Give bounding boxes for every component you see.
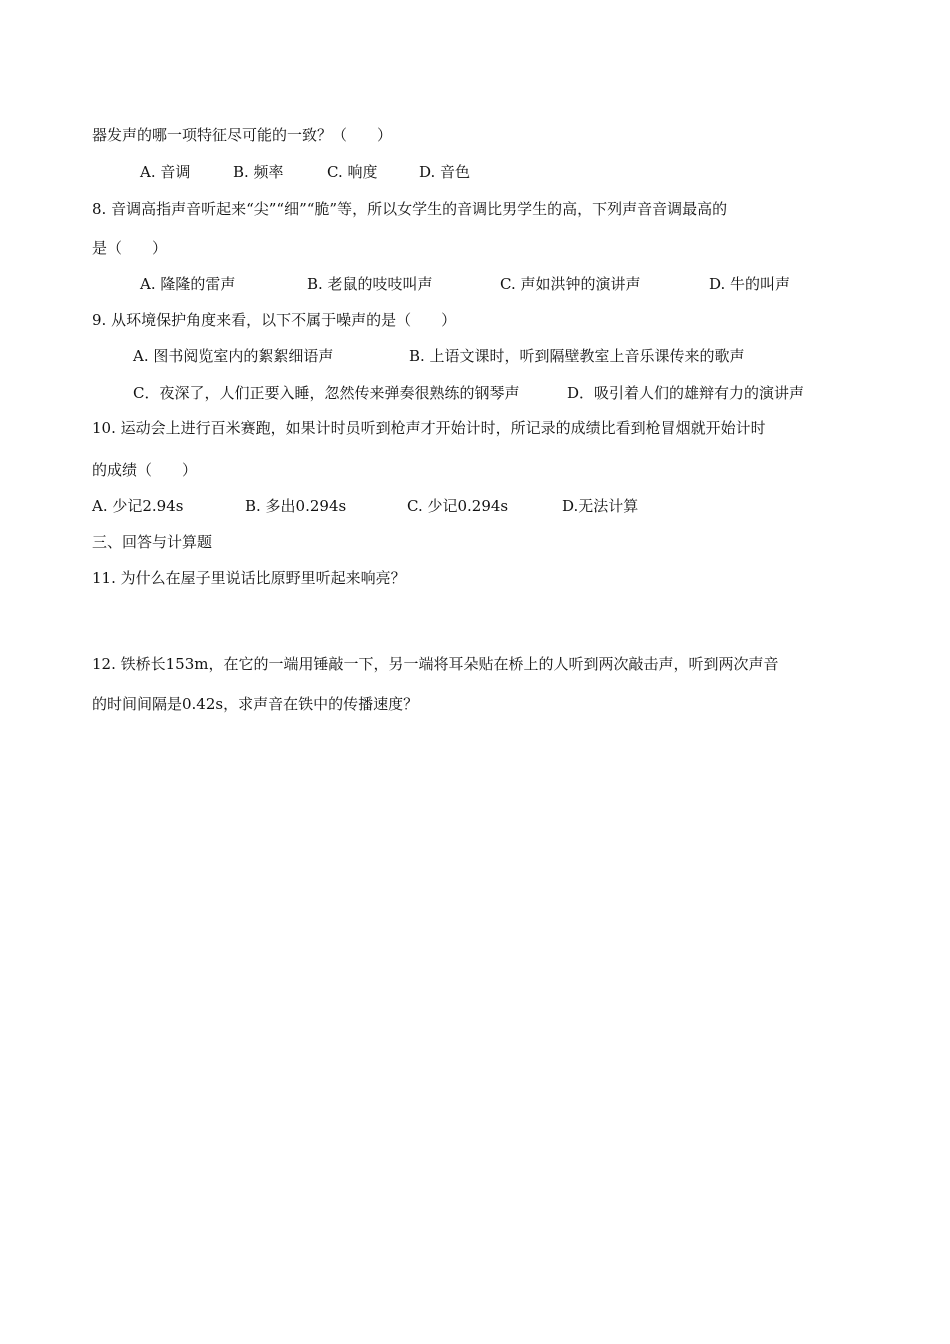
q8-options-row bbox=[0, 274, 950, 294]
q9-option-d: D．吸引着人们的雄辩有力的演讲声 bbox=[567, 384, 805, 402]
q8-stem-line-1: 8. 音调高指声音听起来“尖”“细”“脆”等，所以女学生的音调比男学生的高，下列声音音调最高的 bbox=[92, 200, 728, 218]
q10-option-d: D.无法计算 bbox=[562, 497, 639, 515]
q11-stem-row bbox=[0, 568, 950, 588]
q8-option-a: A. 隆隆的雷声 bbox=[140, 275, 236, 293]
q9-stem: 9. 从环境保护角度来看，以下不属于噪声的是（ ） bbox=[92, 311, 457, 329]
q10-stem-row-1 bbox=[0, 418, 950, 438]
q12-stem-line-1: 12. 铁桥长153m，在它的一端用锤敲一下，另一端将耳朵贴在桥上的人听到两次敲击声，听到两次声音 bbox=[92, 655, 779, 673]
q10-option-c: C. 少记0.294s bbox=[407, 497, 509, 515]
q10-options-row bbox=[0, 496, 950, 516]
q9-options-row-1 bbox=[0, 346, 950, 366]
q7-options-row bbox=[0, 162, 950, 182]
q10-option-b: B. 多出0.294s bbox=[245, 497, 347, 515]
q12-stem-line-2: 的时间间隔是0.42s，求声音在铁中的传播速度？ bbox=[92, 695, 419, 713]
q7-stem-continued-row bbox=[0, 125, 950, 145]
q8-stem-row-2 bbox=[0, 238, 950, 258]
q8-stem-row-1 bbox=[0, 199, 950, 219]
q7-option-c: C. 响度 bbox=[327, 163, 378, 181]
section-3-heading-row bbox=[0, 532, 950, 552]
q12-stem-row-2 bbox=[0, 694, 950, 714]
q9-option-b: B. 上语文课时，听到隔壁教室上音乐课传来的歌声 bbox=[409, 347, 745, 365]
q11-stem: 11. 为什么在屋子里说话比原野里听起来响亮？ bbox=[92, 569, 406, 587]
q8-stem-line-2: 是（ ） bbox=[92, 239, 168, 257]
q8-option-b: B. 老鼠的吱吱叫声 bbox=[307, 275, 433, 293]
q10-stem-row-2 bbox=[0, 460, 950, 480]
q7-option-a: A. 音调 bbox=[140, 163, 191, 181]
q8-option-c: C. 声如洪钟的演讲声 bbox=[500, 275, 641, 293]
q10-stem-line-2: 的成绩（ ） bbox=[92, 461, 198, 479]
q10-option-a: A. 少记2.94s bbox=[92, 497, 184, 515]
q7-option-b: B. 频率 bbox=[233, 163, 284, 181]
q10-stem-line-1: 10. 运动会上进行百米赛跑，如果计时员听到枪声才开始计时，所记录的成绩比看到枪冒烟就开始计时 bbox=[92, 419, 766, 437]
q9-options-row-2 bbox=[0, 383, 950, 403]
q9-option-a: A. 图书阅览室内的絮絮细语声 bbox=[133, 347, 334, 365]
q12-stem-row-1 bbox=[0, 654, 950, 674]
q7-option-d: D. 音色 bbox=[419, 163, 471, 181]
q7-stem-continued: 器发声的哪一项特征尽可能的一致？（ ） bbox=[92, 126, 393, 144]
q8-option-d: D. 牛的叫声 bbox=[709, 275, 791, 293]
section-3-heading: 三、回答与计算题 bbox=[92, 533, 213, 551]
q9-stem-row bbox=[0, 310, 950, 330]
q9-option-c: C．夜深了，人们正要入睡，忽然传来弹奏很熟练的钢琴声 bbox=[133, 384, 520, 402]
